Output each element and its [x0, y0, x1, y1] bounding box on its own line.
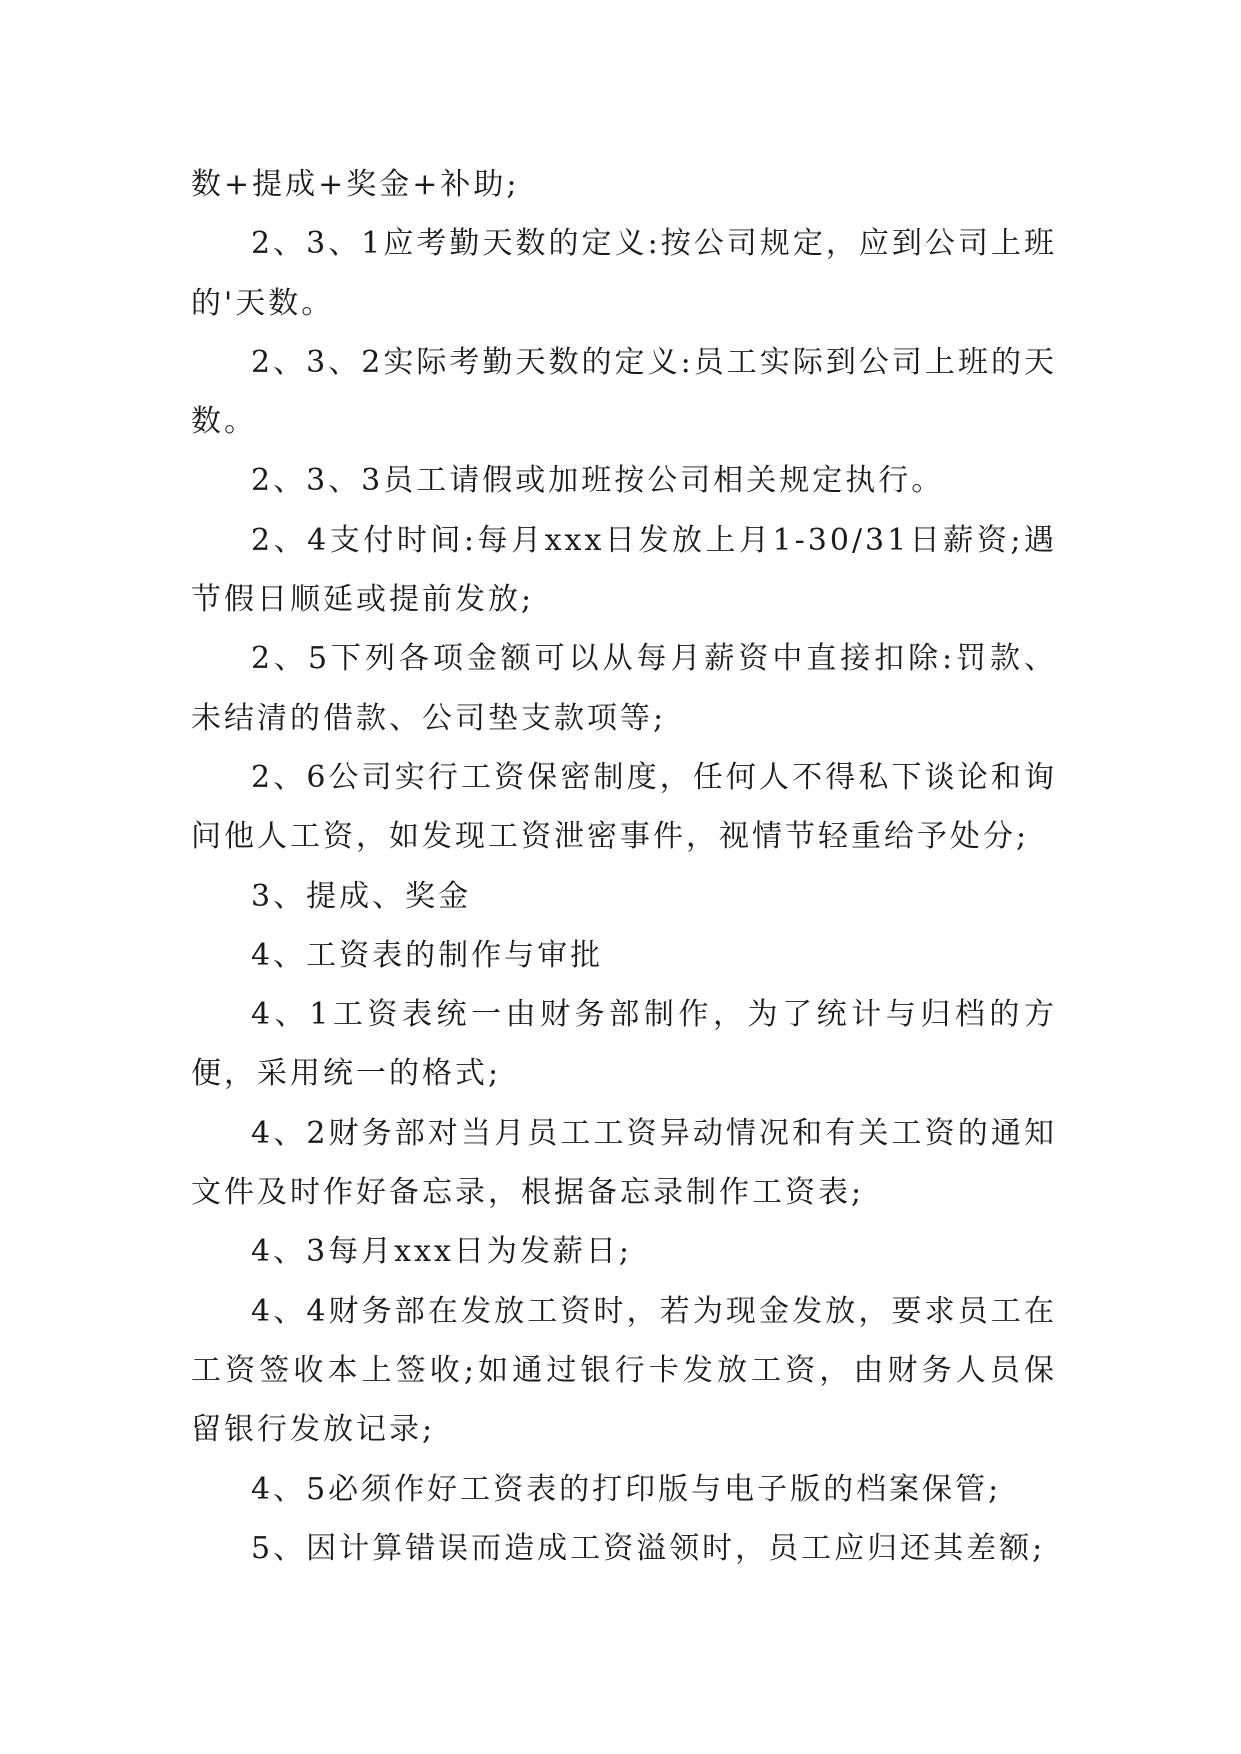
paragraph: 2、6公司实行工资保密制度，任何人不得私下谈论和询问他人工资，如发现工资泄密事件，视情节轻重给予处分; — [191, 759, 1057, 855]
paragraph: 2、5下列各项金额可以从每月薪资中直接扣除:罚款、未结清的借款、公司垫支款项等; — [191, 641, 1057, 736]
paragraph: 2、3、1应考勤天数的定义:按公司规定，应到公司上班的'天数。 — [191, 226, 1057, 321]
paragraph: 2、4支付时间:每月xxx日发放上月1-30/31日薪资;遇节假日顺延或提前发放; — [191, 522, 1057, 618]
paragraph: 2、3、3员工请假或加班按公司相关规定执行。 — [251, 463, 945, 499]
paragraph: 4、1工资表统一由财务部制作，为了统计与归档的方便，采用统一的格式; — [191, 997, 1057, 1092]
paragraph: 4、5必须作好工资表的打印版与电子版的档案保管; — [251, 1471, 1002, 1507]
paragraph: 3、提成、奖金 — [251, 878, 472, 914]
paragraph: 4、工资表的制作与审批 — [251, 937, 604, 973]
paragraph: 4、4财务部在发放工资时，若为现金发放，要求员工在工资签收本上签收;如通过银行卡发放工资，由财务人员保留银行发放记录; — [191, 1293, 1057, 1448]
document-page — [191, 155, 1057, 1578]
paragraph: 5、因计算错误而造成工资溢领时，员工应归还其差额; — [251, 1530, 1046, 1566]
paragraph: 2、3、2实际考勤天数的定义:员工实际到公司上班的天数。 — [191, 344, 1057, 440]
paragraph: 4、2财务部对当月员工工资异动情况和有关工资的通知文件及时作好备忘录，根据备忘录制作工资表; — [191, 1115, 1057, 1211]
paragraph: 数+提成+奖金+补助; — [191, 167, 520, 202]
paragraph: 4、3每月xxx日为发薪日; — [251, 1234, 633, 1270]
